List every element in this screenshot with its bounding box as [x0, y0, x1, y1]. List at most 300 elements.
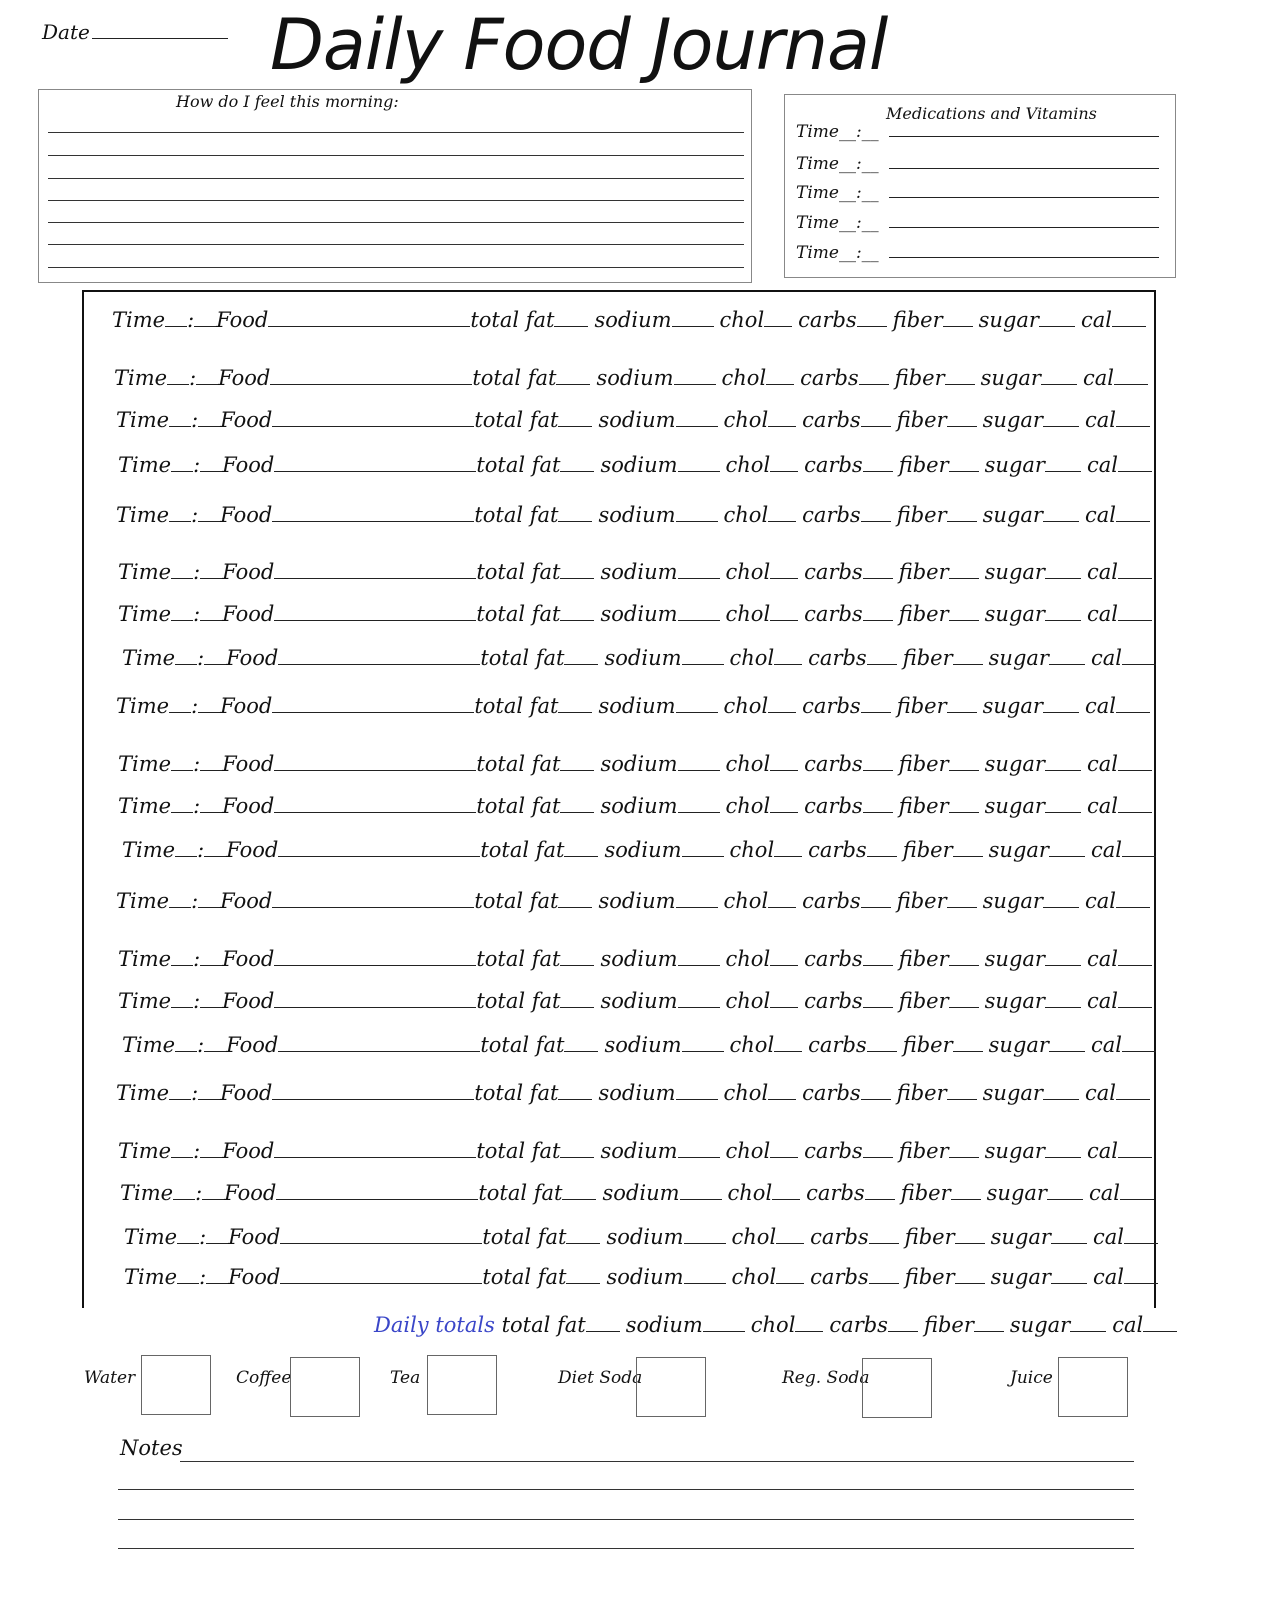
cal-label: cal	[1084, 694, 1116, 718]
fiber-blank[interactable]	[949, 770, 979, 771]
chol-blank[interactable]	[764, 326, 792, 327]
chol-blank[interactable]	[774, 1051, 802, 1052]
time-minute-blank[interactable]	[198, 521, 220, 522]
time-hour-blank[interactable]	[171, 770, 193, 771]
chol-blank[interactable]	[768, 712, 796, 713]
sugar-blank[interactable]	[1039, 326, 1075, 327]
totals-chol-blank[interactable]	[795, 1331, 823, 1332]
cal-blank[interactable]	[1118, 770, 1152, 771]
carbs-blank[interactable]	[859, 384, 889, 385]
food-entry-blank[interactable]	[272, 426, 474, 427]
sodium-blank[interactable]	[682, 856, 724, 857]
carbs-blank[interactable]	[857, 326, 887, 327]
sodium-blank[interactable]	[676, 1099, 718, 1100]
sodium-blank[interactable]	[678, 1007, 720, 1008]
time-minute-blank[interactable]	[198, 426, 220, 427]
chol-label: chol	[729, 646, 775, 670]
fiber-blank[interactable]	[943, 326, 973, 327]
sugar-blank[interactable]	[1045, 471, 1081, 472]
sodium-label: sodium	[604, 1033, 682, 1057]
chol-blank[interactable]	[768, 907, 796, 908]
total-fat-blank[interactable]	[558, 907, 592, 908]
fiber-blank[interactable]	[947, 521, 977, 522]
fiber-blank[interactable]	[953, 664, 983, 665]
sodium-blank[interactable]	[678, 620, 720, 621]
medication-time-label: Time__:__	[796, 122, 879, 142]
chol-blank[interactable]	[776, 1243, 804, 1244]
sugar-label: sugar	[984, 1139, 1045, 1163]
sodium-blank[interactable]	[672, 326, 714, 327]
total-fat-blank[interactable]	[562, 1199, 596, 1200]
carbs-blank[interactable]	[861, 521, 891, 522]
food-entry-blank[interactable]	[274, 471, 476, 472]
total-fat-blank[interactable]	[566, 1283, 600, 1284]
time-label: Time	[116, 408, 170, 432]
daily-totals-row	[374, 1313, 1177, 1337]
sugar-blank[interactable]	[1049, 856, 1085, 857]
carbs-label: carbs	[804, 1139, 863, 1163]
cal-blank[interactable]	[1116, 521, 1150, 522]
morning-writing-line[interactable]	[48, 132, 744, 133]
time-hour-blank[interactable]	[171, 812, 193, 813]
notes-writing-line[interactable]	[118, 1489, 1134, 1490]
carbs-blank[interactable]	[863, 471, 893, 472]
cal-label: cal	[1084, 1081, 1116, 1105]
sodium-blank[interactable]	[684, 1243, 726, 1244]
food-label: Food	[226, 838, 279, 862]
totals-sugar-blank[interactable]	[1070, 1331, 1106, 1332]
morning-writing-line[interactable]	[48, 155, 744, 156]
time-hour-blank[interactable]	[171, 471, 193, 472]
sugar-label: sugar	[990, 1225, 1051, 1249]
sodium-label: sodium	[600, 560, 678, 584]
time-minute-blank[interactable]	[200, 812, 222, 813]
sodium-blank[interactable]	[682, 664, 724, 665]
totals-sodium-blank[interactable]	[703, 1331, 745, 1332]
notes-writing-line[interactable]	[118, 1548, 1134, 1549]
sugar-label: sugar	[990, 1265, 1051, 1289]
beverage-box-juice[interactable]	[1058, 1357, 1128, 1417]
food-entry-blank[interactable]	[274, 1007, 476, 1008]
sugar-label: sugar	[982, 1081, 1043, 1105]
time-hour-blank[interactable]	[169, 712, 191, 713]
sugar-blank[interactable]	[1045, 770, 1081, 771]
carbs-blank[interactable]	[861, 426, 891, 427]
carbs-blank[interactable]	[867, 1051, 897, 1052]
carbs-blank[interactable]	[863, 1007, 893, 1008]
time-label: Time	[118, 1139, 172, 1163]
cal-blank[interactable]	[1118, 1007, 1152, 1008]
carbs-blank[interactable]	[863, 578, 893, 579]
sugar-blank[interactable]	[1045, 1157, 1081, 1158]
sugar-blank[interactable]	[1051, 1283, 1087, 1284]
food-entry-blank[interactable]	[278, 856, 480, 857]
cal-blank[interactable]	[1122, 664, 1156, 665]
cal-blank[interactable]	[1124, 1283, 1158, 1284]
food-entry-blank[interactable]	[274, 812, 476, 813]
total-fat-label: total fat	[476, 989, 561, 1013]
total-fat-blank[interactable]	[560, 578, 594, 579]
cal-blank[interactable]	[1118, 578, 1152, 579]
time-minute-blank[interactable]	[194, 326, 216, 327]
carbs-blank[interactable]	[869, 1243, 899, 1244]
time-minute-blank[interactable]	[200, 471, 222, 472]
sodium-blank[interactable]	[680, 1199, 722, 1200]
fiber-blank[interactable]	[955, 1283, 985, 1284]
food-log-row	[118, 752, 1152, 776]
time-label: Time	[122, 838, 176, 862]
totals-carbs-label: carbs	[829, 1313, 888, 1337]
food-entry-blank[interactable]	[278, 1051, 480, 1052]
time-minute-blank[interactable]	[206, 1283, 228, 1284]
time-hour-blank[interactable]	[171, 1157, 193, 1158]
fiber-blank[interactable]	[949, 812, 979, 813]
food-entry-blank[interactable]	[270, 384, 472, 385]
food-entry-blank[interactable]	[276, 1199, 478, 1200]
cal-blank[interactable]	[1118, 620, 1152, 621]
cal-blank[interactable]	[1118, 812, 1152, 813]
time-hour-blank[interactable]	[173, 1199, 195, 1200]
sugar-blank[interactable]	[1049, 1051, 1085, 1052]
cal-blank[interactable]	[1124, 1243, 1158, 1244]
beverage-box-tea[interactable]	[427, 1355, 497, 1415]
time-minute-blank[interactable]	[200, 770, 222, 771]
sugar-blank[interactable]	[1043, 907, 1079, 908]
time-minute-blank[interactable]	[204, 664, 226, 665]
chol-blank[interactable]	[776, 1283, 804, 1284]
sodium-label: sodium	[606, 1265, 684, 1289]
sodium-blank[interactable]	[678, 578, 720, 579]
chol-blank[interactable]	[770, 1157, 798, 1158]
sugar-blank[interactable]	[1047, 1199, 1083, 1200]
chol-blank[interactable]	[770, 578, 798, 579]
carbs-blank[interactable]	[861, 1099, 891, 1100]
carbs-blank[interactable]	[867, 856, 897, 857]
total-fat-blank[interactable]	[560, 770, 594, 771]
sodium-blank[interactable]	[676, 521, 718, 522]
sugar-blank[interactable]	[1043, 1099, 1079, 1100]
sodium-blank[interactable]	[678, 812, 720, 813]
carbs-label: carbs	[804, 947, 863, 971]
notes-label: Notes	[120, 1436, 183, 1460]
carbs-blank[interactable]	[863, 812, 893, 813]
time-label: Time	[114, 366, 168, 390]
morning-feelings-heading: How do I feel this morning:	[176, 92, 399, 111]
total-fat-label: total fat	[474, 503, 559, 527]
fiber-blank[interactable]	[949, 620, 979, 621]
sugar-blank[interactable]	[1041, 384, 1077, 385]
time-minute-blank[interactable]	[200, 965, 222, 966]
sodium-blank[interactable]	[678, 1157, 720, 1158]
time-minute-blank[interactable]	[198, 1099, 220, 1100]
total-fat-blank[interactable]	[564, 664, 598, 665]
chol-blank[interactable]	[770, 965, 798, 966]
total-fat-label: total fat	[480, 838, 565, 862]
sugar-blank[interactable]	[1051, 1243, 1087, 1244]
carbs-label: carbs	[804, 752, 863, 776]
sodium-blank[interactable]	[674, 384, 716, 385]
food-label: Food	[220, 694, 273, 718]
chol-blank[interactable]	[770, 1007, 798, 1008]
time-minute-blank[interactable]	[204, 1051, 226, 1052]
medication-entry-blank[interactable]	[889, 257, 1159, 258]
cal-blank[interactable]	[1120, 1199, 1154, 1200]
time-label: Time	[118, 794, 172, 818]
time-hour-blank[interactable]	[171, 620, 193, 621]
time-hour-blank[interactable]	[177, 1243, 199, 1244]
time-minute-blank[interactable]	[200, 578, 222, 579]
food-label: Food	[222, 560, 275, 584]
time-separator: :	[197, 646, 205, 670]
daily-totals-label: Daily totals	[374, 1313, 495, 1337]
sodium-blank[interactable]	[678, 471, 720, 472]
chol-blank[interactable]	[768, 521, 796, 522]
food-entry-blank[interactable]	[272, 712, 474, 713]
time-hour-blank[interactable]	[167, 384, 189, 385]
time-label: Time	[124, 1265, 178, 1289]
fiber-label: fiber	[902, 838, 953, 862]
morning-writing-line[interactable]	[48, 267, 744, 268]
total-fat-blank[interactable]	[556, 384, 590, 385]
chol-blank[interactable]	[768, 1099, 796, 1100]
total-fat-blank[interactable]	[558, 521, 592, 522]
time-minute-blank[interactable]	[198, 712, 220, 713]
cal-blank[interactable]	[1118, 471, 1152, 472]
carbs-blank[interactable]	[867, 664, 897, 665]
chol-blank[interactable]	[772, 1199, 800, 1200]
carbs-blank[interactable]	[861, 907, 891, 908]
sodium-blank[interactable]	[676, 712, 718, 713]
fiber-blank[interactable]	[951, 1199, 981, 1200]
totals-total-fat-blank[interactable]	[586, 1331, 620, 1332]
beverage-box-reg-soda[interactable]	[862, 1358, 932, 1418]
total-fat-blank[interactable]	[558, 1099, 592, 1100]
fiber-blank[interactable]	[947, 712, 977, 713]
sugar-blank[interactable]	[1049, 664, 1085, 665]
food-label: Food	[220, 408, 273, 432]
totals-cal-label: cal	[1112, 1313, 1144, 1337]
food-entry-blank[interactable]	[274, 965, 476, 966]
cal-label: cal	[1084, 408, 1116, 432]
total-fat-label: total fat	[474, 889, 559, 913]
sugar-label: sugar	[984, 947, 1045, 971]
carbs-blank[interactable]	[869, 1283, 899, 1284]
total-fat-blank[interactable]	[554, 326, 588, 327]
sugar-label: sugar	[984, 752, 1045, 776]
time-minute-blank[interactable]	[200, 1157, 222, 1158]
carbs-blank[interactable]	[863, 620, 893, 621]
total-fat-blank[interactable]	[564, 856, 598, 857]
fiber-blank[interactable]	[947, 426, 977, 427]
cal-blank[interactable]	[1116, 1099, 1150, 1100]
sugar-blank[interactable]	[1045, 1007, 1081, 1008]
beverage-box-water[interactable]	[141, 1355, 211, 1415]
fiber-blank[interactable]	[945, 384, 975, 385]
fiber-blank[interactable]	[955, 1243, 985, 1244]
food-entry-blank[interactable]	[274, 770, 476, 771]
cal-blank[interactable]	[1114, 384, 1148, 385]
time-minute-blank[interactable]	[200, 620, 222, 621]
food-entry-blank[interactable]	[272, 907, 474, 908]
total-fat-blank[interactable]	[558, 426, 592, 427]
chol-blank[interactable]	[774, 664, 802, 665]
morning-writing-line[interactable]	[48, 178, 744, 179]
medication-entry-blank[interactable]	[889, 197, 1159, 198]
medication-entry-blank[interactable]	[889, 168, 1159, 169]
time-hour-blank[interactable]	[169, 521, 191, 522]
chol-blank[interactable]	[770, 471, 798, 472]
sodium-blank[interactable]	[676, 426, 718, 427]
total-fat-blank[interactable]	[564, 1051, 598, 1052]
sugar-blank[interactable]	[1043, 521, 1079, 522]
chol-blank[interactable]	[768, 426, 796, 427]
carbs-blank[interactable]	[865, 1199, 895, 1200]
time-hour-blank[interactable]	[175, 856, 197, 857]
food-entry-blank[interactable]	[272, 1099, 474, 1100]
time-hour-blank[interactable]	[171, 965, 193, 966]
beverage-box-coffee[interactable]	[290, 1357, 360, 1417]
medications-heading: Medications and Vitamins	[886, 104, 1097, 123]
time-hour-blank[interactable]	[169, 426, 191, 427]
time-minute-blank[interactable]	[196, 384, 218, 385]
notes-writing-line[interactable]	[180, 1461, 1134, 1462]
total-fat-blank[interactable]	[558, 712, 592, 713]
total-fat-blank[interactable]	[560, 471, 594, 472]
cal-blank[interactable]	[1116, 426, 1150, 427]
time-minute-blank[interactable]	[202, 1199, 224, 1200]
food-entry-blank[interactable]	[274, 578, 476, 579]
morning-writing-line[interactable]	[48, 200, 744, 201]
food-entry-blank[interactable]	[274, 1157, 476, 1158]
total-fat-blank[interactable]	[560, 812, 594, 813]
cal-label: cal	[1080, 308, 1112, 332]
fiber-blank[interactable]	[949, 578, 979, 579]
cal-blank[interactable]	[1118, 1157, 1152, 1158]
time-hour-blank[interactable]	[165, 326, 187, 327]
cal-blank[interactable]	[1116, 907, 1150, 908]
food-entry-blank[interactable]	[278, 664, 480, 665]
fiber-blank[interactable]	[949, 1157, 979, 1158]
time-minute-blank[interactable]	[206, 1243, 228, 1244]
time-minute-blank[interactable]	[204, 856, 226, 857]
sodium-blank[interactable]	[684, 1283, 726, 1284]
sodium-blank[interactable]	[676, 907, 718, 908]
carbs-label: carbs	[802, 889, 861, 913]
food-entry-blank[interactable]	[272, 521, 474, 522]
fiber-blank[interactable]	[953, 856, 983, 857]
cal-blank[interactable]	[1122, 856, 1156, 857]
total-fat-blank[interactable]	[560, 620, 594, 621]
sodium-blank[interactable]	[678, 770, 720, 771]
totals-fiber-blank[interactable]	[974, 1331, 1004, 1332]
sugar-blank[interactable]	[1045, 578, 1081, 579]
carbs-blank[interactable]	[861, 712, 891, 713]
sodium-blank[interactable]	[678, 965, 720, 966]
totals-cal-blank[interactable]	[1143, 1331, 1177, 1332]
time-separator: :	[193, 1139, 201, 1163]
sugar-blank[interactable]	[1043, 426, 1079, 427]
food-entry-blank[interactable]	[280, 1283, 482, 1284]
carbs-blank[interactable]	[863, 965, 893, 966]
chol-blank[interactable]	[770, 770, 798, 771]
fiber-blank[interactable]	[947, 1099, 977, 1100]
chol-blank[interactable]	[766, 384, 794, 385]
food-entry-blank[interactable]	[280, 1243, 482, 1244]
date-blank[interactable]	[92, 38, 228, 39]
carbs-blank[interactable]	[863, 770, 893, 771]
total-fat-blank[interactable]	[560, 1007, 594, 1008]
total-fat-blank[interactable]	[566, 1243, 600, 1244]
time-hour-blank[interactable]	[175, 664, 197, 665]
time-hour-blank[interactable]	[169, 1099, 191, 1100]
sugar-blank[interactable]	[1045, 620, 1081, 621]
sodium-label: sodium	[600, 989, 678, 1013]
food-log-row	[114, 366, 1148, 390]
cal-blank[interactable]	[1112, 326, 1146, 327]
time-hour-blank[interactable]	[169, 907, 191, 908]
sodium-label: sodium	[598, 503, 676, 527]
food-entry-blank[interactable]	[268, 326, 470, 327]
time-hour-blank[interactable]	[177, 1283, 199, 1284]
fiber-blank[interactable]	[947, 907, 977, 908]
chol-blank[interactable]	[774, 856, 802, 857]
time-minute-blank[interactable]	[198, 907, 220, 908]
fiber-blank[interactable]	[953, 1051, 983, 1052]
sugar-blank[interactable]	[1043, 712, 1079, 713]
cal-blank[interactable]	[1118, 965, 1152, 966]
fiber-blank[interactable]	[949, 471, 979, 472]
medication-time-label: Time__:__	[796, 183, 879, 203]
carbs-label: carbs	[810, 1265, 869, 1289]
cal-label: cal	[1090, 1033, 1122, 1057]
sodium-blank[interactable]	[682, 1051, 724, 1052]
carbs-label: carbs	[802, 694, 861, 718]
sodium-label: sodium	[600, 453, 678, 477]
carbs-blank[interactable]	[863, 1157, 893, 1158]
sugar-blank[interactable]	[1045, 965, 1081, 966]
sugar-label: sugar	[982, 408, 1043, 432]
total-fat-label: total fat	[474, 408, 559, 432]
time-minute-blank[interactable]	[200, 1007, 222, 1008]
time-hour-blank[interactable]	[171, 578, 193, 579]
total-fat-blank[interactable]	[560, 1157, 594, 1158]
medication-entry-blank[interactable]	[889, 227, 1159, 228]
time-separator: :	[187, 308, 195, 332]
total-fat-blank[interactable]	[560, 965, 594, 966]
totals-carbs-blank[interactable]	[888, 1331, 918, 1332]
chol-blank[interactable]	[770, 812, 798, 813]
sugar-label: sugar	[984, 560, 1045, 584]
morning-writing-line[interactable]	[48, 222, 744, 223]
beverage-box-diet-soda[interactable]	[636, 1357, 706, 1417]
cal-blank[interactable]	[1116, 712, 1150, 713]
fiber-blank[interactable]	[949, 965, 979, 966]
medication-entry-blank[interactable]	[889, 136, 1159, 137]
chol-label: chol	[725, 752, 771, 776]
cal-label: cal	[1092, 1265, 1124, 1289]
notes-writing-line[interactable]	[118, 1519, 1134, 1520]
time-hour-blank[interactable]	[171, 1007, 193, 1008]
total-fat-label: total fat	[482, 1265, 567, 1289]
sugar-blank[interactable]	[1045, 812, 1081, 813]
food-entry-blank[interactable]	[274, 620, 476, 621]
cal-blank[interactable]	[1122, 1051, 1156, 1052]
medication-row	[796, 154, 1159, 174]
chol-blank[interactable]	[770, 620, 798, 621]
morning-writing-line[interactable]	[48, 244, 744, 245]
fiber-blank[interactable]	[949, 1007, 979, 1008]
time-hour-blank[interactable]	[175, 1051, 197, 1052]
